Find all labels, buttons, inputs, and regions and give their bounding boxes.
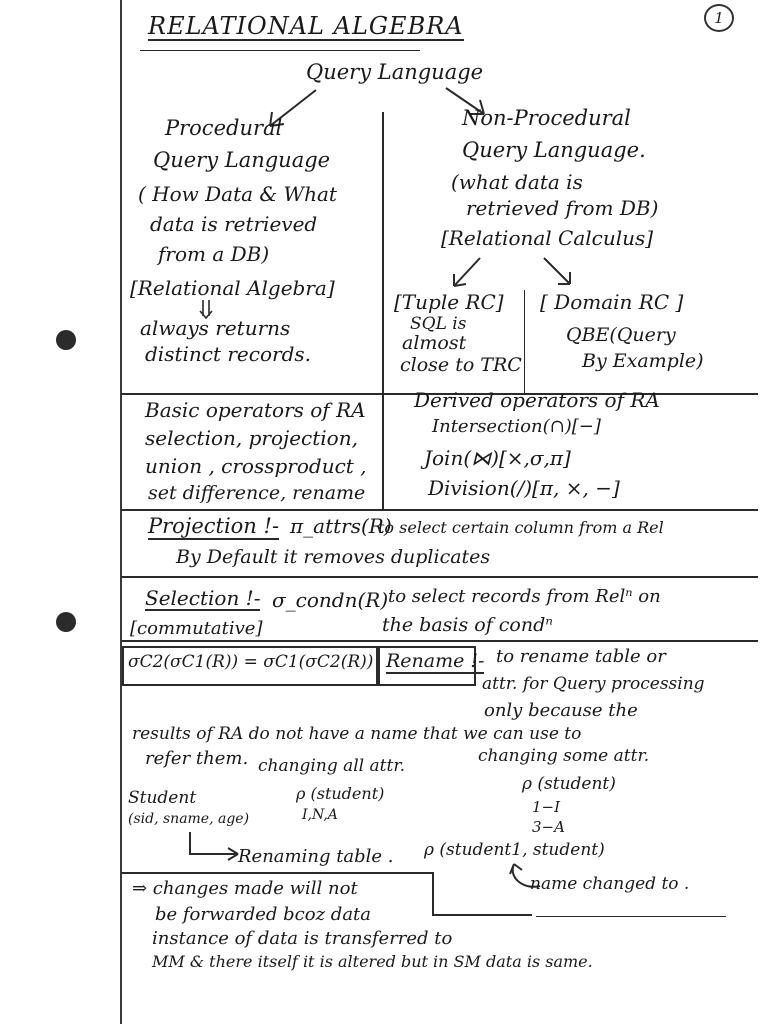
basic-ops-line2: selection, projection, xyxy=(145,426,358,450)
selection-commutative: [commutative] xyxy=(130,618,263,639)
name-changed-label: name changed to . xyxy=(530,874,690,894)
procedural-line8: distinct records. xyxy=(145,342,311,366)
derived-ops-line1: Derived operators of RA xyxy=(414,388,660,412)
student-label: Student xyxy=(128,788,197,808)
trc-line3: close to TRC xyxy=(400,354,522,376)
trc-line1: SQL is xyxy=(410,314,467,334)
drc-line2: By Example) xyxy=(582,350,704,372)
footer-line3: instance of data is transferred to xyxy=(152,928,453,949)
rename-text3: only because the xyxy=(484,700,638,721)
commutative-formula: σC2(σC1(R)) = σC1(σC2(R)) xyxy=(128,652,374,672)
nonprocedural-line5: [Relational Calculus] xyxy=(441,226,654,250)
divider-5 xyxy=(122,872,432,874)
projection-note: By Default it removes duplicates xyxy=(176,546,491,568)
footer-box-right xyxy=(432,872,434,916)
procedural-line5: from a DB) xyxy=(158,242,270,266)
selection-label: Selection !- xyxy=(145,586,261,610)
trc-box: [Tuple RC] xyxy=(394,290,504,314)
rho-rename-table: ρ (student1, student) xyxy=(424,840,605,860)
page-number: 1 xyxy=(704,4,734,32)
nonprocedural-line3: (what data is xyxy=(451,170,583,194)
query-language-heading: Query Language xyxy=(306,60,484,84)
procedural-line2: Query Language xyxy=(153,148,331,172)
divider-4 xyxy=(122,640,758,642)
footer-line2: be forwarded bcoz data xyxy=(155,904,372,925)
trc-drc-divider xyxy=(524,290,525,394)
rho-all: ρ (student) xyxy=(296,784,385,803)
arrow-to-trc-icon xyxy=(446,254,486,294)
rename-label: Rename !- xyxy=(386,650,485,672)
nonprocedural-line1: Non-Procedural xyxy=(462,106,631,130)
derived-ops-line2: Intersection(∩)[−] xyxy=(432,416,601,437)
page-title: RELATIONAL ALGEBRA xyxy=(148,12,464,40)
trc-line2: almost xyxy=(402,332,467,354)
divider-2 xyxy=(122,509,758,511)
rho-all-subscript: I,N,A xyxy=(302,807,338,823)
procedural-line3: ( How Data & What xyxy=(138,182,337,206)
column-divider-top xyxy=(382,112,384,394)
footer-box-bottom xyxy=(432,914,532,916)
drc-box: [ Domain RC ] xyxy=(540,290,684,314)
selection-expression: σ_condn(R) xyxy=(272,588,389,612)
rho-some-subscript2: 3−A xyxy=(532,818,565,836)
procedural-line1: Procedural xyxy=(165,116,283,140)
derived-ops-line4: Division(/)[π, ×, −] xyxy=(428,476,620,500)
corner-arrow-icon xyxy=(186,830,244,864)
rename-text5: refer them. xyxy=(145,748,249,769)
rename-text4: results of RA do not have a name that we can use to xyxy=(132,724,582,744)
nonprocedural-line2: Query Language. xyxy=(462,138,646,162)
footer-line4: MM & there itself it is altered but in SM data is same. xyxy=(152,952,593,971)
student-attributes: (sid, sname, age) xyxy=(128,811,250,827)
footer-rule xyxy=(536,916,726,917)
nonprocedural-line4: retrieved from DB) xyxy=(466,196,659,220)
margin-line xyxy=(120,0,122,1024)
procedural-line6: [Relational Algebra] xyxy=(130,276,335,300)
procedural-line4: data is retrieved xyxy=(150,212,318,236)
rename-text1: to rename table or xyxy=(496,646,666,667)
basic-ops-line3: union , crossproduct , xyxy=(145,454,367,478)
projection-text: to select certain column from a Rel xyxy=(378,518,664,537)
projection-expression: π_attrs(R) xyxy=(290,514,392,538)
changing-all-attr: changing all attr. xyxy=(258,756,405,776)
projection-label: Projection !- xyxy=(148,514,280,538)
derived-ops-line3: Join(⋈)[×,σ,π] xyxy=(424,446,571,470)
selection-text1: to select records from Relⁿ on xyxy=(388,586,661,607)
renaming-table-label: Renaming table . xyxy=(238,846,394,867)
footer-line1: ⇒ changes made will not xyxy=(132,878,358,899)
divider-3 xyxy=(122,576,758,578)
basic-ops-line4: set difference, rename xyxy=(148,482,366,504)
punch-hole-top xyxy=(56,330,76,350)
basic-ops-line1: Basic operators of RA xyxy=(145,398,366,422)
rename-text2: attr. for Query processing xyxy=(482,674,705,694)
changing-some-attr: changing some attr. xyxy=(478,746,650,766)
drc-line1: QBE(Query xyxy=(566,324,676,346)
procedural-line7: always returns xyxy=(140,316,291,340)
punch-hole-bottom xyxy=(56,612,76,632)
column-divider-ops xyxy=(382,394,384,510)
arrow-to-drc-icon xyxy=(540,254,580,294)
rho-some: ρ (student) xyxy=(522,774,616,794)
rho-some-subscript1: 1−I xyxy=(532,798,561,816)
title-underline-2 xyxy=(140,50,420,51)
selection-text2: the basis of condⁿ xyxy=(382,614,553,636)
